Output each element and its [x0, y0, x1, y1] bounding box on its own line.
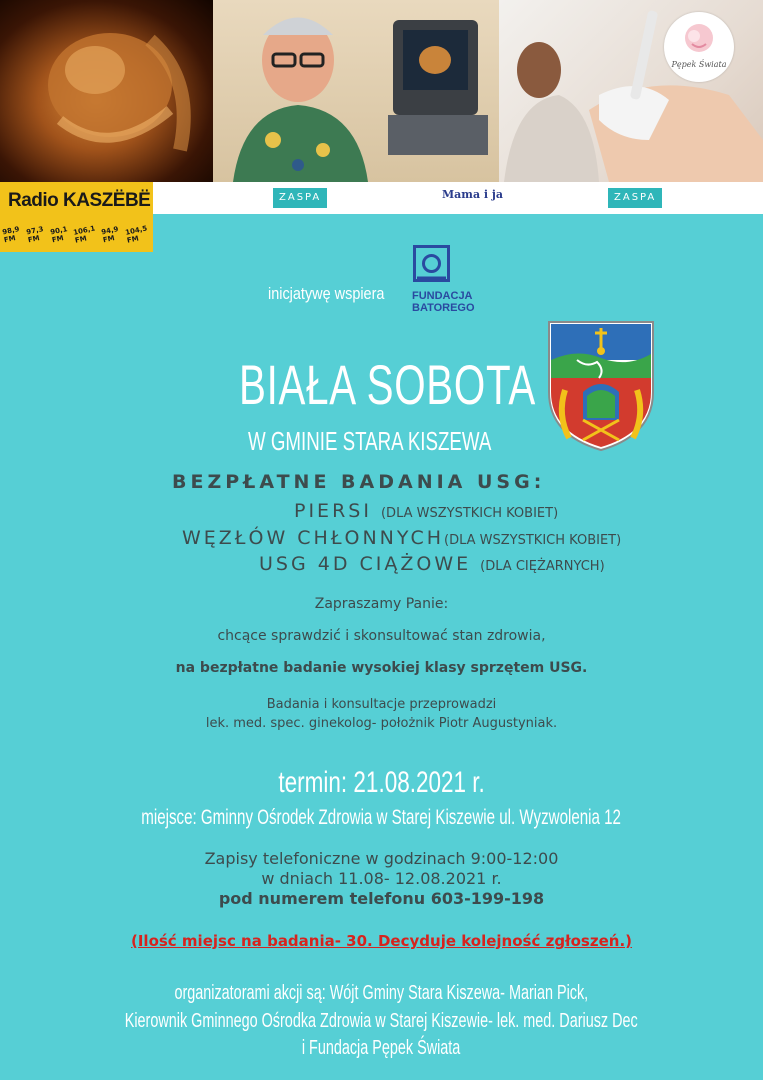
- usg-item-note: (DLA WSZYSTKICH KOBIET): [444, 533, 622, 548]
- usg-item: [294, 500, 558, 522]
- radio-frequency: 104,5 FM: [124, 224, 148, 245]
- stara-kiszewa-coat-of-arms-icon: [547, 320, 655, 452]
- usg-item-note: (DLA CIĘŻARNYCH): [480, 559, 605, 574]
- doctor-name-line: lek. med. spec. ginekolog- położnik Piotr Augustyniak.: [205, 716, 558, 731]
- organizers-text: organizatorami akcji są: Wójt Gminy Stara Kiszewa- Marian Pick,: [174, 982, 589, 1004]
- event-location: [0, 806, 763, 830]
- event-date-text: termin: 21.08.2021 r.: [278, 766, 485, 799]
- radio-frequency: 97,3 FM: [25, 225, 44, 245]
- zaspa-logo-left: ZASPA: [273, 188, 327, 208]
- registration-dates: w dniach 11.08- 12.08.2021 r.: [261, 869, 502, 888]
- usg-item-name: USG 4D CIĄŻOWE: [259, 553, 472, 575]
- capacity-notice: (Ilość miejsc na badania- 30. Decyduje kolejność zgłoszeń.): [131, 932, 632, 950]
- invitation-greeting: Zapraszamy Panie:: [314, 596, 449, 612]
- invitation-line: chcące sprawdzić i skonsultować stan zdrowia,: [217, 628, 546, 644]
- radio-frequency: 98,9 FM: [1, 225, 21, 245]
- ultrasound-baby-photo: [0, 0, 213, 182]
- mama-i-ja-logo: Mama i ja: [442, 188, 504, 201]
- radio-frequency: 90,1 FM: [49, 225, 68, 245]
- radio-name: Radio KASZËBË: [8, 190, 151, 211]
- fundacja-batorego-icon: [413, 245, 450, 282]
- sponsor-label: inicjatywę wspiera: [268, 284, 385, 303]
- pepek-swiata-label: Pępek Świata: [671, 60, 727, 69]
- zaspa-logo-right: ZASPA: [608, 188, 662, 208]
- batorego-line: BATOREGO: [412, 302, 475, 314]
- usg-heading: BEZPŁATNE BADANIA USG:: [172, 471, 546, 493]
- registration-phone: pod numerem telefonu 603-199-198: [218, 889, 545, 908]
- organizers-line: [0, 1010, 763, 1033]
- radio-frequency: 94,9 FM: [100, 225, 119, 245]
- event-date: [0, 766, 763, 800]
- usg-item: [259, 553, 605, 575]
- fundacja-line: FUNDACJA: [412, 290, 473, 302]
- pepek-swiata-logo: [664, 12, 734, 82]
- doctor-photo: [213, 0, 499, 182]
- invitation-line-bold: na bezpłatne badanie wysokiej klasy sprzętem USG.: [175, 660, 588, 676]
- doctor-line: Badania i konsultacje przeprowadzi: [266, 697, 497, 712]
- organizers-line: [0, 1037, 763, 1060]
- radio-kaszebe-logo: [0, 182, 153, 252]
- organizers-text: Kierownik Gminnego Ośrodka Zdrowia w Starej Kiszewie- lek. med. Dariusz Dec: [124, 1010, 638, 1032]
- page-title: BIAŁA SOBOTA: [239, 353, 536, 416]
- registration-hours: Zapisy telefoniczne w godzinach 9:00-12:00: [204, 849, 559, 868]
- organizers-line: [0, 982, 763, 1005]
- organizers-text: i Fundacja Pępek Świata: [302, 1037, 461, 1059]
- radio-frequency: 106,1 FM: [72, 224, 97, 245]
- usg-item-note: (DLA WSZYSTKICH KOBIET): [380, 506, 559, 521]
- usg-item-name: PIERSI: [294, 500, 372, 522]
- radio-frequencies: [1, 224, 153, 245]
- fundacja-batorego-logo: [412, 290, 475, 314]
- header-photo-strip: [0, 0, 763, 182]
- usg-item: [182, 527, 621, 549]
- usg-item-name: WĘZŁÓW CHŁONNYCH: [182, 527, 445, 549]
- page-subtitle: W GMINIE STARA KISZEWA: [248, 426, 492, 456]
- event-location-text: miejsce: Gminny Ośrodek Zdrowia w Starej Kiszewie ul. Wyzwolenia 12: [141, 806, 622, 829]
- pepek-swiata-icon: [664, 12, 734, 62]
